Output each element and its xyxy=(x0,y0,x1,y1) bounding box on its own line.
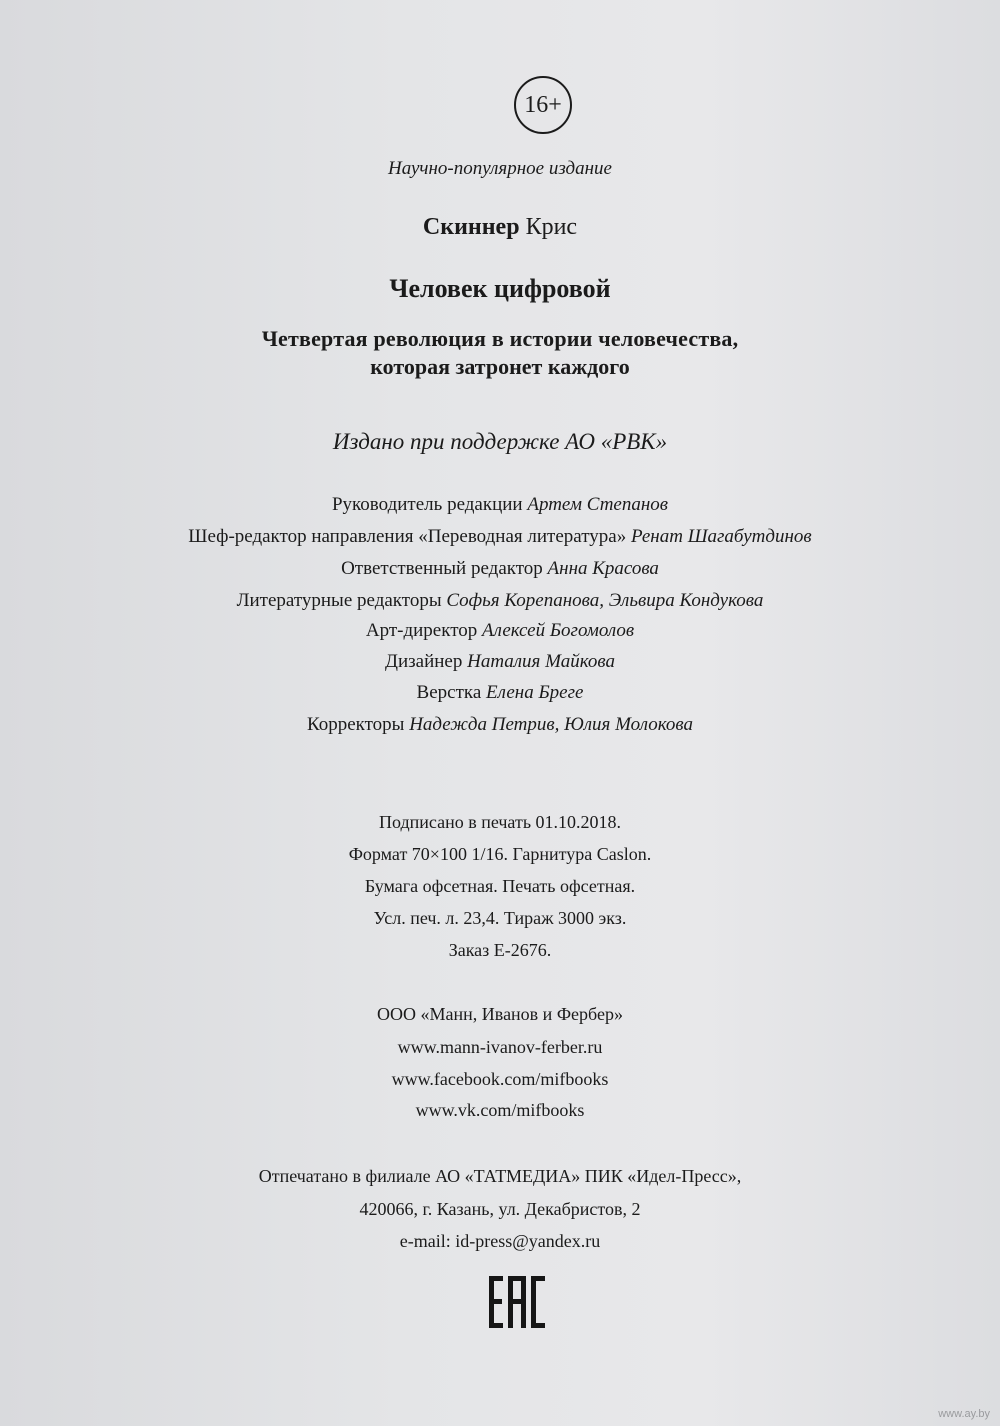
age-rating-badge: 16+ xyxy=(514,76,572,134)
printer-line: Отпечатано в филиале АО «ТАТМЕДИА» ПИК «Идел-Пресс», xyxy=(258,1166,742,1186)
publisher-website: www.mann-ivanov-ferber.ru xyxy=(397,1037,603,1057)
print-info-line: Бумага офсетная. Печать офсетная. xyxy=(364,876,636,896)
credit-person: Ренат Шагабутдинов xyxy=(630,526,812,547)
credit-line xyxy=(0,558,1000,580)
watermark: www.ay.by xyxy=(938,1408,990,1420)
author-surname: Скиннер xyxy=(422,214,520,240)
credit-role: Руководитель редакции xyxy=(331,494,523,515)
credit-line xyxy=(0,714,1000,736)
book-subtitle-line-1: Четвертая революция в истории человечества, xyxy=(261,326,739,351)
credit-line xyxy=(0,682,1000,704)
credit-person: Софья Корепанова, Эльвира Кондукова xyxy=(446,590,764,611)
credit-role: Арт-директор xyxy=(365,620,478,641)
book-title: Человек цифровой xyxy=(389,274,611,303)
credit-line xyxy=(0,651,1000,673)
publisher-vk: www.vk.com/mifbooks xyxy=(415,1100,585,1120)
support-note: Издано при поддержке АО «РВК» xyxy=(332,429,668,454)
credit-person: Анна Красова xyxy=(547,558,659,579)
credit-line xyxy=(0,494,1000,516)
publisher-line: ООО «Манн, Иванов и Фербер» xyxy=(377,1004,623,1024)
credit-line xyxy=(0,620,1000,642)
credit-role: Дизайнер xyxy=(385,651,463,672)
print-info-line: Подписано в печать 01.10.2018. xyxy=(378,812,622,832)
printer-address: 420066, г. Казань, ул. Декабристов, 2 xyxy=(359,1199,641,1219)
book-subtitle-line-2: которая затронет каждого xyxy=(370,354,630,379)
credit-line xyxy=(0,526,1000,548)
genre-label: Научно-популярное издание xyxy=(387,158,612,179)
author-line xyxy=(0,214,1000,241)
credit-line xyxy=(0,590,1000,612)
credit-person: Елена Бреге xyxy=(486,682,584,703)
print-info-line: Заказ Е-2676. xyxy=(448,940,552,960)
credit-role: Корректоры xyxy=(306,714,405,735)
print-info-line: Формат 70×100 1/16. Гарнитура Caslon. xyxy=(348,844,652,864)
credit-person: Наталия Майкова xyxy=(467,651,615,672)
credit-role: Литературные редакторы xyxy=(236,590,442,611)
credit-role: Верстка xyxy=(416,682,482,703)
credit-role: Ответственный редактор xyxy=(341,558,543,579)
author-name: Крис xyxy=(525,214,578,240)
credit-person: Алексей Богомолов xyxy=(482,620,635,641)
printer-email: e-mail: id-press@yandex.ru xyxy=(399,1231,601,1251)
credit-person: Надежда Петрив, Юлия Молокова xyxy=(409,714,693,735)
credit-person: Артем Степанов xyxy=(527,494,669,515)
print-info-line: Усл. печ. л. 23,4. Тираж 3000 экз. xyxy=(373,908,627,928)
publisher-facebook: www.facebook.com/mifbooks xyxy=(391,1069,609,1089)
eac-mark-icon xyxy=(489,1276,545,1328)
credit-role: Шеф-редактор направления «Переводная литература» xyxy=(188,526,627,547)
